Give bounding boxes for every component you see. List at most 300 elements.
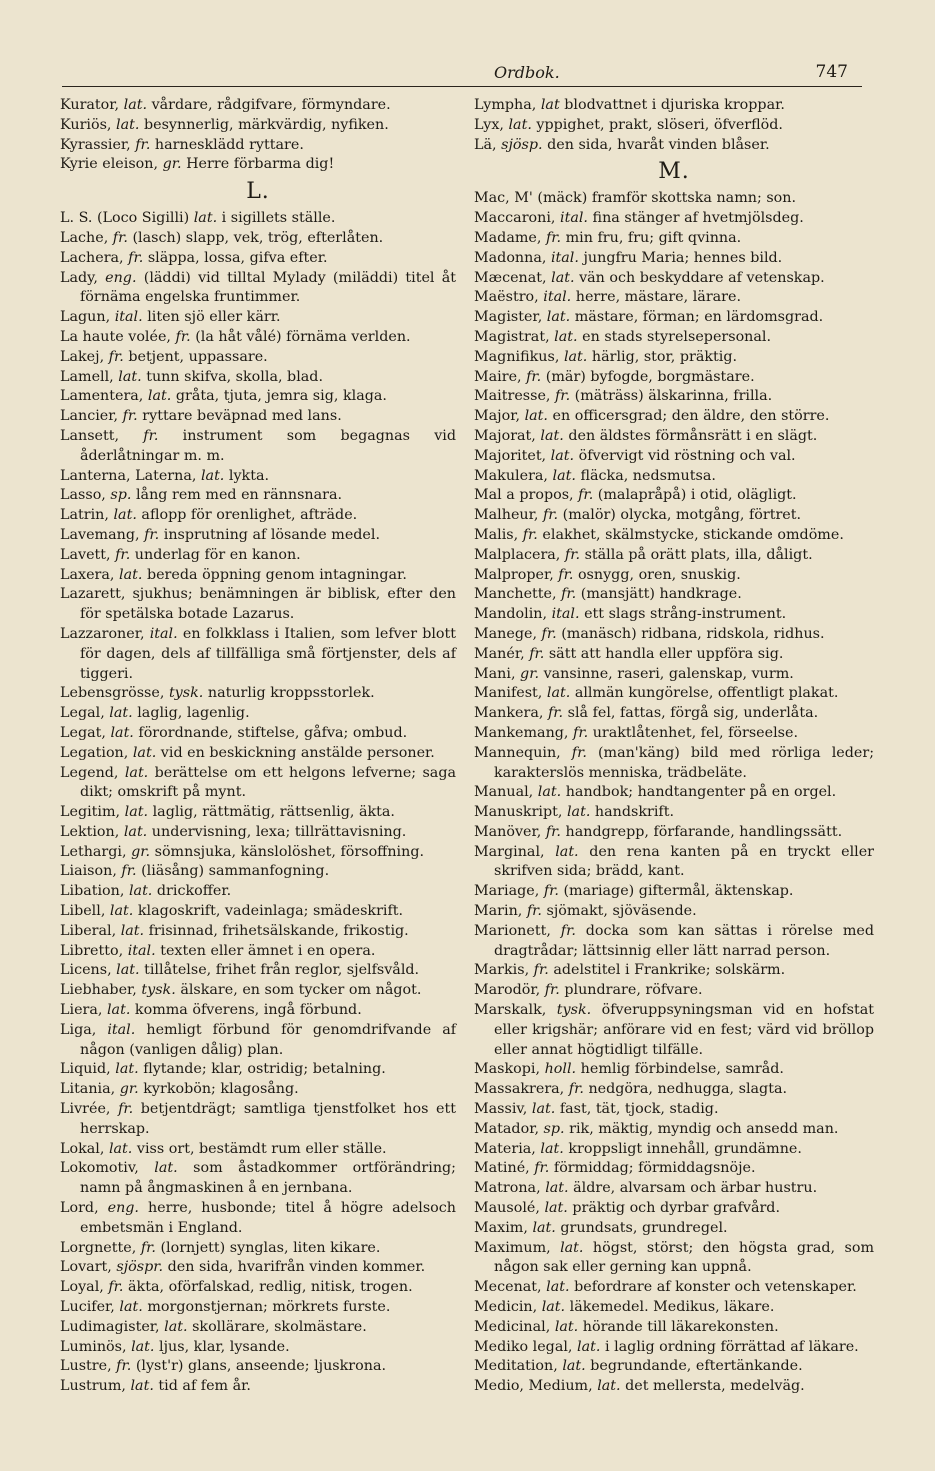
entry-definition: allmän kungörelse, offentligt plakat. <box>574 685 839 702</box>
entry-definition: liten sjö eller kärr. <box>147 309 281 326</box>
dictionary-entry <box>60 308 456 328</box>
entry-language-tag: fr. <box>533 962 549 979</box>
dictionary-entry <box>60 625 456 684</box>
page-number: 747 <box>815 62 848 82</box>
entry-definition: ryttare beväpnad med lans. <box>142 408 342 425</box>
entry-language-tag: ital. <box>551 606 580 623</box>
dictionary-entry <box>474 269 874 289</box>
entry-headword: Lasso, <box>60 487 106 504</box>
dictionary-entry <box>474 1140 874 1160</box>
entry-definition: (mäck) framför skottska namn; son. <box>537 190 797 207</box>
entry-definition: kroppsligt innehåll, grundämne. <box>568 1140 802 1157</box>
entry-headword: Luminös, <box>60 1338 127 1355</box>
entry-headword: Malheur, <box>474 507 539 524</box>
entry-headword: Marionett, <box>474 922 551 939</box>
entry-language-tag: ital. <box>127 942 156 959</box>
entry-definition: en stads styrelsepersonal. <box>582 328 772 345</box>
entry-definition: kyrkobön; klagosång. <box>143 1081 299 1098</box>
dictionary-entry <box>474 1199 874 1219</box>
entry-definition: plundrare, röfvare. <box>564 982 703 999</box>
entry-language-tag: lat. <box>577 1338 601 1355</box>
entry-definition: den rena kanten på en tryckt eller skrifven sida; brädd, kant. <box>494 843 875 880</box>
entry-definition: texten eller ämnet i en opera. <box>160 942 376 959</box>
entry-headword: Madame, <box>474 229 542 246</box>
entry-definition: handskrift. <box>594 804 675 821</box>
entry-language-tag: lat. <box>537 784 562 801</box>
dictionary-entry <box>60 348 456 368</box>
entry-language-tag: sjösp. <box>501 136 543 153</box>
entry-headword: Mandolin, <box>474 606 548 623</box>
entry-definition: äkta, oförfalskad, redlig, nitisk, trogen. <box>128 1279 413 1296</box>
dictionary-entry <box>474 387 874 407</box>
entry-headword: Medicinal, <box>474 1318 551 1335</box>
dictionary-entry <box>474 209 874 229</box>
dictionary-entry <box>60 1080 456 1100</box>
dictionary-entry <box>474 1080 874 1100</box>
dictionary-entry <box>60 1338 456 1358</box>
entry-language-tag: lat. <box>532 1219 556 1236</box>
dictionary-entry <box>60 467 456 487</box>
entry-language-tag: fr. <box>526 903 542 920</box>
dictionary-entry <box>474 348 874 368</box>
dictionary-entry <box>474 605 874 625</box>
entry-language-tag: lat <box>540 97 560 113</box>
dictionary-entry <box>474 368 874 388</box>
dictionary-entry <box>474 823 874 843</box>
dictionary-entry <box>60 882 456 902</box>
entry-headword: Lokomotiv, <box>60 1160 139 1177</box>
entry-headword: Matador, <box>474 1120 539 1137</box>
entry-language-tag: fr. <box>555 388 571 405</box>
dictionary-entry <box>60 843 456 863</box>
entry-headword: Lagun, <box>60 309 111 326</box>
entry-headword: Libretto, <box>60 942 124 959</box>
entry-language-tag: gr. <box>119 1081 139 1098</box>
dictionary-entry <box>60 764 456 804</box>
entry-definition: (manäsch) ridbana, ridskola, ridhus. <box>561 625 825 642</box>
entry-definition: vid en beskickning anstälde personer. <box>160 744 435 761</box>
entry-headword: Mecenat, <box>474 1279 542 1296</box>
entry-headword: Liera, <box>60 1002 103 1019</box>
entry-headword: Lympha, <box>474 97 537 113</box>
dictionary-entry <box>474 1159 874 1179</box>
entry-language-tag: ital. <box>550 249 579 266</box>
entry-headword: Lokal, <box>60 1140 105 1157</box>
entry-language-tag: fr. <box>547 705 564 722</box>
dictionary-entry <box>60 902 456 922</box>
entry-language-tag: lat. <box>563 348 588 365</box>
entry-definition: mästare, förman; en lärdomsgrad. <box>574 309 824 326</box>
entry-headword: Mal a propos, <box>474 487 574 504</box>
entry-language-tag: fr. <box>118 1101 134 1118</box>
entry-definition: en folkklass i Italien, som lefver blott för dagen, dels af tillfälliga små förtjenster, dels af tiggeri. <box>80 625 457 682</box>
entry-headword: Magnifikus, <box>474 348 560 365</box>
entry-language-tag: eng. <box>107 1200 139 1217</box>
entry-headword: Legal, <box>60 705 105 722</box>
entry-definition: en officersgrad; den äldre, den större. <box>552 408 830 425</box>
entry-definition: läkemedel. Medikus, läkare. <box>569 1299 775 1316</box>
entry-definition: ljus, klar, lysande. <box>159 1338 290 1355</box>
entry-definition: vårdare, rådgifvare, förmyndare. <box>151 97 391 113</box>
entry-definition: harnesklädd ryttare. <box>154 136 304 153</box>
entry-language-tag: lat. <box>108 1140 133 1157</box>
entry-definition: berättelse om ett helgons lefverne; saga dikt; omskrift på mynt. <box>80 764 457 801</box>
entry-definition: undervisning, lexa; tillrättavisning. <box>151 823 407 840</box>
entry-definition: osnygg, oren, snuskig. <box>577 566 741 583</box>
entry-definition: bereda öppning genom intagningar. <box>146 566 407 583</box>
entry-definition: flytande; klar, ostridig; betalning. <box>143 1061 386 1078</box>
entry-headword: Lyx, <box>474 116 504 133</box>
entry-language-tag: tysk. <box>141 982 176 999</box>
dictionary-entry <box>60 1021 456 1061</box>
entry-definition: docka som kan sättas i rörelse med dragtrådar; lättsinnig eller lätt narrad person. <box>494 922 874 959</box>
dictionary-entry <box>60 1258 456 1278</box>
entry-definition: underlag för en kanon. <box>134 546 301 563</box>
entry-language-tag: fr. <box>545 229 562 246</box>
entry-language-tag: lat. <box>560 1239 584 1256</box>
entry-definition: klagoskrift, vadeinlaga; smädeskrift. <box>137 903 404 920</box>
entry-definition: (mäträss) älskarinna, frilla. <box>574 388 773 405</box>
entry-headword: Manifest, <box>474 685 543 702</box>
dictionary-entry <box>474 882 874 902</box>
entry-language-tag: lat. <box>124 764 149 781</box>
entry-headword: Legat, <box>60 724 106 741</box>
entry-language-tag: tysk. <box>168 685 204 702</box>
entry-language-tag: ital. <box>149 625 178 642</box>
dictionary-entry <box>474 566 874 586</box>
entry-language-tag: gr. <box>520 665 540 682</box>
entry-language-tag: fr. <box>112 229 128 246</box>
entry-headword: Magister, <box>474 309 543 326</box>
section-letter: L. <box>246 179 270 205</box>
entry-definition: i sigillets ställe. <box>221 210 336 227</box>
dictionary-entry <box>60 407 456 427</box>
entry-language-tag: fr. <box>578 487 594 504</box>
entry-language-tag: lat. <box>116 962 140 979</box>
entry-headword: Makulera, <box>474 467 548 484</box>
entry-language-tag: fr. <box>558 566 574 583</box>
dictionary-entry <box>60 862 456 882</box>
entry-language-tag: fr. <box>108 1279 124 1296</box>
entry-language-tag: lat. <box>130 1378 154 1395</box>
entry-language-tag: fr. <box>108 348 124 365</box>
entry-definition: begrundande, eftertänkande. <box>590 1358 803 1375</box>
entry-definition: ställa på orätt plats, illa, dåligt. <box>584 546 813 563</box>
entry-language-tag: lat. <box>147 388 172 405</box>
entry-definition: tid af fem år. <box>158 1378 251 1395</box>
dictionary-entry <box>474 1120 874 1140</box>
dictionary-entry <box>60 368 456 388</box>
dictionary-entry <box>474 1001 874 1060</box>
entry-headword: Lazzaroner, <box>60 625 145 642</box>
dictionary-entry <box>474 447 874 467</box>
dictionary-entry <box>60 961 456 981</box>
entry-definition: gråta, tjuta, jemra sig, klaga. <box>175 388 387 405</box>
dictionary-entry <box>474 625 874 645</box>
entry-language-tag: lat. <box>546 309 571 326</box>
entry-headword: Lavemang, <box>60 526 140 543</box>
dictionary-entry <box>60 155 456 175</box>
entry-language-tag: lat. <box>566 804 591 821</box>
entry-definition: den sida, hvaråt vinden blåser. <box>547 136 770 153</box>
entry-headword: Legend, <box>60 764 119 781</box>
entry-language-tag: lat. <box>128 883 153 900</box>
entry-headword: Massiv, <box>474 1101 528 1118</box>
dictionary-entry <box>474 288 874 308</box>
entry-language-tag: fr. <box>135 136 151 153</box>
entry-definition: (lornjett) synglas, liten kikare. <box>160 1239 381 1256</box>
entry-language-tag: lat. <box>531 1101 556 1118</box>
entry-definition: förordnande, stiftelse, gåfva; ombud. <box>138 724 408 741</box>
entry-language-tag: lat. <box>524 408 548 425</box>
entry-definition: lykta. <box>228 467 270 484</box>
dictionary-entry <box>60 249 456 269</box>
entry-language-tag: sp. <box>110 487 132 504</box>
entry-language-tag: fr. <box>560 922 576 939</box>
entry-headword: Maitresse, <box>474 388 551 405</box>
entry-headword: Massakrera, <box>474 1081 565 1098</box>
dictionary-entry <box>60 1199 456 1239</box>
dictionary-entry <box>60 427 456 467</box>
entry-definition: (la håt vålé) förnäma verlden. <box>195 328 411 345</box>
entry-definition: (lasch) slapp, vek, trög, efterlåten. <box>132 229 384 246</box>
dictionary-entry <box>474 724 874 744</box>
entry-headword: Mannequin, <box>474 744 561 761</box>
entry-headword: Medicin, <box>474 1299 538 1316</box>
entry-headword: Majoritet, <box>474 447 547 464</box>
entry-definition: tillåtelse, frihet från reglor, sjelfsvåld. <box>144 962 420 979</box>
entry-definition: adelstitel i Frankrike; solskärm. <box>553 962 786 979</box>
entry-language-tag: lat. <box>541 1299 566 1316</box>
dictionary-entry <box>474 645 874 665</box>
entry-definition: sjukhus; benämningen är biblisk, efter den för spetälska botade Lazarus. <box>80 586 457 623</box>
entry-headword: Manöver, <box>474 823 542 840</box>
entry-headword: Maëstro, <box>474 289 539 306</box>
entry-definition: morgonstjernan; mörkrets furste. <box>147 1299 391 1316</box>
entry-language-tag: lat. <box>118 368 142 385</box>
entry-definition: äldre, alvarsam och ärbar hustru. <box>573 1180 818 1197</box>
entry-definition: (man'käng) bild med rörliga leder; karakterslös menniska, trädbeläte. <box>494 744 875 781</box>
dictionary-entry <box>474 1278 874 1298</box>
dictionary-entry <box>60 269 456 309</box>
dictionary-entry <box>60 1001 456 1021</box>
entry-language-tag: tysk. <box>556 1002 592 1019</box>
entry-headword: Magistrat, <box>474 328 550 345</box>
entry-language-tag: fr. <box>542 507 559 524</box>
entry-definition: frisinnad, frihetsälskande, frikostig. <box>148 922 409 939</box>
entry-definition: släppa, lossa, gifva efter. <box>147 249 328 266</box>
entry-headword: Malproper, <box>474 566 554 583</box>
entry-language-tag: lat. <box>119 566 143 583</box>
entry-definition: hemlig förbindelse, samråd. <box>580 1061 784 1078</box>
entry-language-tag: fr. <box>122 408 138 425</box>
entry-language-tag: fr. <box>121 863 137 880</box>
dictionary-entry <box>60 209 456 229</box>
dictionary-entry <box>474 783 874 803</box>
entry-language-tag: fr. <box>534 1160 550 1177</box>
dictionary-entry <box>474 1239 874 1279</box>
entry-language-tag: fr. <box>140 1239 156 1256</box>
entry-headword: Lachera, <box>60 249 124 266</box>
left-column <box>60 96 456 1397</box>
entry-language-tag: fr. <box>526 368 542 385</box>
dictionary-entry <box>60 506 456 526</box>
entry-headword: Marskalk, <box>474 1002 547 1019</box>
entry-definition: laglig, rättmätig, rättsenlig, äkta. <box>152 804 395 821</box>
entry-headword: Lucifer, <box>60 1299 115 1316</box>
entry-definition: instrument som begagnas vid åderlåtningar m. m. <box>80 427 457 464</box>
entry-headword: Lustrum, <box>60 1378 126 1395</box>
entry-definition: besynnerlig, märkvärdig, nyfiken. <box>143 116 389 133</box>
entry-definition: förmiddag; förmiddagsnöje. <box>553 1160 756 1177</box>
entry-language-tag: fr. <box>573 724 589 741</box>
entry-headword: Lebensgrösse, <box>60 685 165 702</box>
entry-definition: sätt att handla eller uppföra sig. <box>548 645 784 662</box>
dictionary-entry <box>474 328 874 348</box>
entry-language-tag: gr. <box>131 843 151 860</box>
dictionary-entry <box>60 486 456 506</box>
entry-headword: Kurator, <box>60 97 120 113</box>
entry-language-tag: sp. <box>543 1120 565 1137</box>
entry-definition: sjömakt, sjöväsende. <box>546 903 697 920</box>
entry-headword: Lamentera, <box>60 388 144 405</box>
dictionary-entry <box>474 1298 874 1318</box>
entry-language-tag: lat. <box>110 724 134 741</box>
entry-language-tag: fr. <box>561 586 577 603</box>
entry-headword: Libation, <box>60 883 125 900</box>
entry-headword: Mariage, <box>474 883 540 900</box>
dictionary-entry <box>474 486 874 506</box>
dictionary-entry <box>474 902 874 922</box>
dictionary-entry <box>60 387 456 407</box>
entry-headword: Matrona, <box>474 1180 541 1197</box>
entry-language-tag: lat. <box>540 427 564 444</box>
dictionary-entry <box>60 1159 456 1199</box>
entry-language-tag: fr. <box>128 249 144 266</box>
entry-language-tag: fr. <box>571 744 587 761</box>
entry-headword: Maximum, <box>474 1239 551 1256</box>
entry-language-tag: lat. <box>164 1318 188 1335</box>
entry-language-tag: fr. <box>545 823 561 840</box>
dictionary-entry <box>60 328 456 348</box>
dictionary-entry <box>60 96 456 116</box>
entry-language-tag: fr. <box>529 645 545 662</box>
dictionary-entry <box>474 249 874 269</box>
dictionary-entry <box>474 1318 874 1338</box>
dictionary-entry <box>474 1060 874 1080</box>
dictionary-entry <box>474 803 874 823</box>
entry-language-tag: lat. <box>120 922 145 939</box>
entry-definition: öfveruppsyningsman vid en hofstat eller krigshär; anförare vid en fest; värd vid bröllop eller annat högtidligt tilfälle. <box>494 1002 874 1058</box>
entry-definition: blodvattnet i djuriska kroppar. <box>564 97 785 113</box>
entry-definition: nedgöra, nedhugga, slagta. <box>588 1081 788 1098</box>
dictionary-entry <box>474 189 874 209</box>
entry-definition: (läddi) vid tilltal Mylady (miläddi) titel åt förnäma engelska fruntimmer. <box>80 269 457 306</box>
entry-headword: Lache, <box>60 229 109 246</box>
dictionary-entry <box>474 116 874 136</box>
entry-language-tag: lat. <box>154 1160 178 1177</box>
entry-headword: Majorat, <box>474 427 536 444</box>
entry-definition: (liäsång) sammanfogning. <box>141 863 330 880</box>
entry-language-tag: ital. <box>543 289 572 306</box>
right-column <box>474 96 874 1397</box>
entry-definition: uraktlåtenhet, fel, förseelse. <box>592 724 798 741</box>
entry-language-tag: fr. <box>144 526 160 543</box>
dictionary-entry <box>60 566 456 586</box>
running-title: Ordbok. <box>494 63 560 82</box>
entry-language-tag: ital. <box>114 309 143 326</box>
entry-headword: Lavett, <box>60 546 111 563</box>
entry-language-tag: lat. <box>544 1200 568 1217</box>
entry-definition: (lyst'r) glans, anseende; ljuskrona. <box>135 1358 387 1375</box>
dictionary-entry <box>474 526 874 546</box>
entry-language-tag: lat. <box>193 210 218 227</box>
dictionary-entry <box>60 704 456 724</box>
dictionary-entry <box>60 981 456 1001</box>
entry-language-tag: fr. <box>568 1081 584 1098</box>
entry-language-tag: lat. <box>551 269 575 286</box>
entry-headword: Lethargi, <box>60 843 127 860</box>
entry-language-tag: fr. <box>543 883 559 900</box>
dictionary-entry <box>60 1298 456 1318</box>
section-letter: M. <box>658 159 690 185</box>
entry-definition: hörande till läkarekonsten. <box>582 1318 779 1335</box>
entry-definition: tunn skifva, skolla, blad. <box>146 368 323 385</box>
entry-definition: ett slags strång-instrument. <box>584 606 787 623</box>
entry-definition: naturlig kroppsstorlek. <box>207 685 375 702</box>
entry-definition: viss ort, bestämdt rum eller ställe. <box>136 1140 387 1157</box>
entry-language-tag: lat. <box>555 843 579 860</box>
dictionary-entry <box>60 1060 456 1080</box>
entry-headword: Lady, <box>60 269 98 286</box>
entry-headword: Marginal, <box>474 843 545 860</box>
entry-headword: Livrée, <box>60 1101 111 1118</box>
entry-headword: Lord, <box>60 1200 99 1217</box>
entry-language-tag: lat. <box>546 1279 570 1296</box>
dictionary-entry <box>60 1239 456 1259</box>
entry-headword: Loyal, <box>60 1279 104 1296</box>
dictionary-entry <box>60 684 456 704</box>
dictionary-entry <box>474 981 874 1001</box>
dictionary-entry <box>60 229 456 249</box>
entry-definition: komma öfverens, ingå förbund. <box>134 1002 362 1019</box>
entry-headword: Mani, <box>474 665 516 682</box>
entry-headword: Lamell, <box>60 368 114 385</box>
entry-definition: (malör) olycka, motgång, förtret. <box>562 507 802 524</box>
entry-headword: Legation, <box>60 744 129 761</box>
entry-headword: Manege, <box>474 625 537 642</box>
dictionary-entry <box>60 585 456 625</box>
dictionary-entry <box>60 1377 456 1397</box>
entry-definition: hemligt förbund för genomdrifvande af någon (vanligen dålig) plan. <box>80 1021 457 1058</box>
entry-headword: Kuriös, <box>60 116 112 133</box>
entry-definition: den äldstes förmånsrätt i en slägt. <box>568 427 818 444</box>
entry-definition: elakhet, skälmstycke, stickande omdöme. <box>542 526 844 543</box>
entry-language-tag: lat. <box>106 1002 131 1019</box>
entry-headword: Liebhaber, <box>60 982 137 999</box>
entry-language-tag: gr. <box>162 156 182 173</box>
entry-headword: Lektion, <box>60 823 120 840</box>
entry-language-tag: fr. <box>544 982 560 999</box>
entry-language-tag: fr. <box>175 328 191 345</box>
entry-headword: Lovart, <box>60 1259 112 1276</box>
entry-headword: Liberal, <box>60 922 117 939</box>
entry-language-tag: eng. <box>105 269 137 286</box>
entry-language-tag: lat. <box>554 1318 579 1335</box>
dictionary-entry <box>474 1357 874 1377</box>
dictionary-entry <box>474 684 874 704</box>
entry-definition: (mariage) giftermål, äktenskap. <box>563 883 794 900</box>
